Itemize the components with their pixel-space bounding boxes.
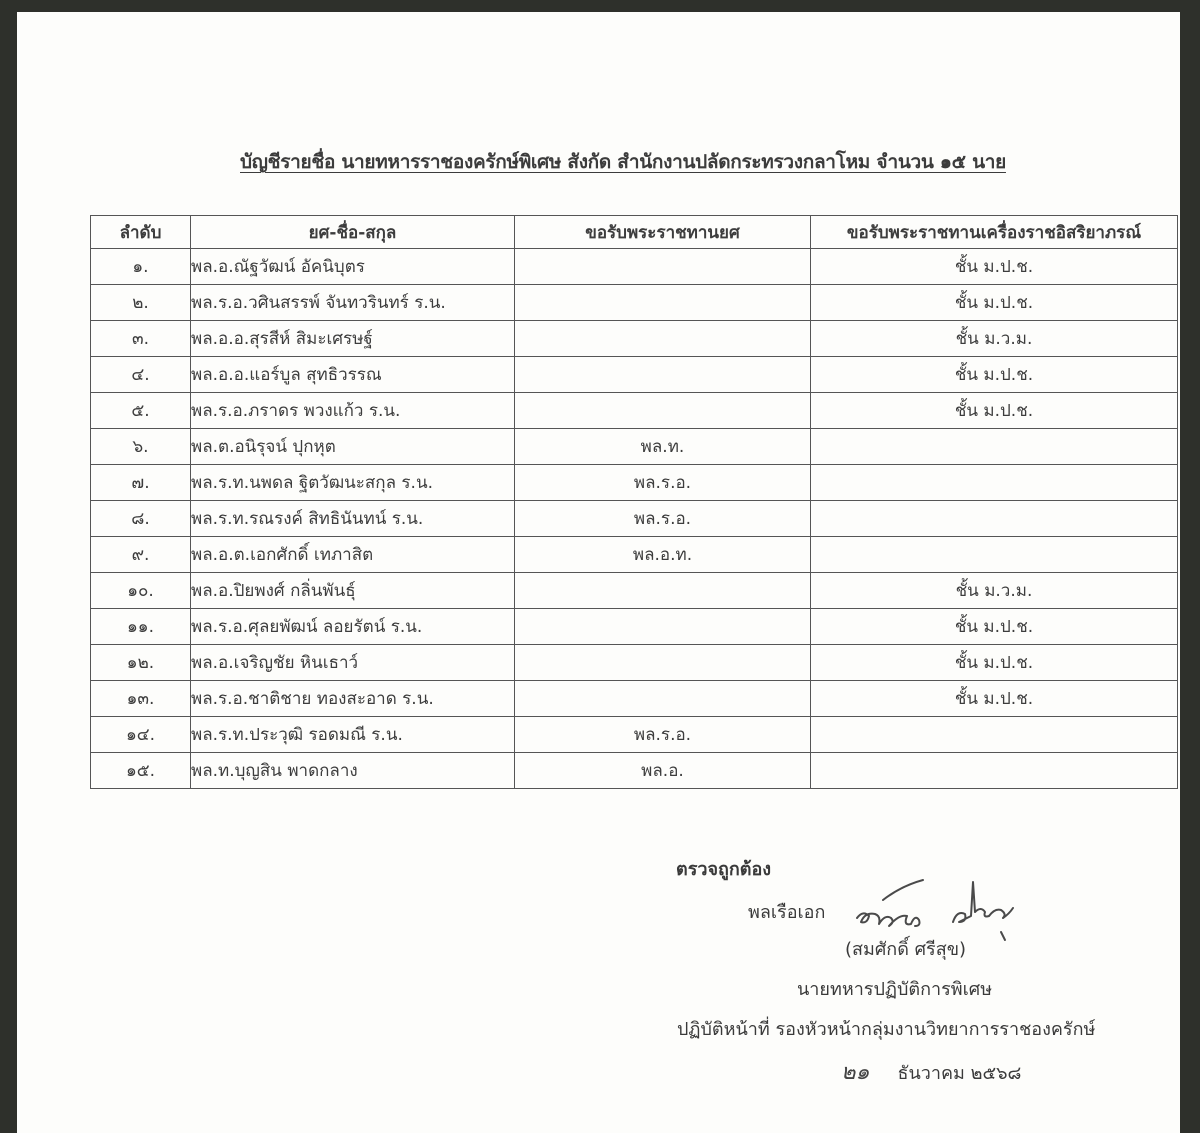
row-requested-decoration: ชั้น ม.ป.ช. [811, 609, 1178, 645]
table-row [91, 717, 1178, 753]
date-month-year: ธันวาคม ๒๕๖๘ [897, 1063, 1022, 1084]
row-requested-rank [515, 249, 811, 285]
row-requested-decoration [811, 429, 1178, 465]
table-row [91, 681, 1178, 717]
row-number: ๕. [91, 393, 191, 429]
row-requested-rank: พล.ร.อ. [515, 465, 811, 501]
table-row [91, 393, 1178, 429]
row-requested-decoration: ชั้น ม.ป.ช. [811, 645, 1178, 681]
roster-table [90, 215, 1178, 789]
table-row [91, 429, 1178, 465]
table-header-row [91, 216, 1178, 249]
row-requested-decoration: ชั้น ม.ป.ช. [811, 681, 1178, 717]
header-requested-decoration: ขอรับพระราชทานเครื่องราชอิสริยาภรณ์ [811, 216, 1178, 249]
table-row [91, 573, 1178, 609]
row-requested-decoration: ชั้น ม.ว.ม. [811, 573, 1178, 609]
row-requested-rank [515, 573, 811, 609]
row-name: พล.อ.เจริญชัย หินเธาว์ [191, 645, 515, 681]
signer-position: นายทหารปฏิบัติการพิเศษ [797, 979, 993, 1000]
row-name: พล.อ.ปิยพงศ์ กลิ่นพันธุ์ [191, 573, 515, 609]
row-name: พล.ร.อ.วศินสรรพ์ จันทวรินทร์ ร.น. [191, 285, 515, 321]
row-requested-decoration [811, 465, 1178, 501]
header-requested-rank: ขอรับพระราชทานยศ [515, 216, 811, 249]
row-requested-decoration: ชั้น ม.ป.ช. [811, 285, 1178, 321]
row-number: ๑๔. [91, 717, 191, 753]
row-number: ๑๐. [91, 573, 191, 609]
row-number: ๒. [91, 285, 191, 321]
row-number: ๓. [91, 321, 191, 357]
row-number: ๗. [91, 465, 191, 501]
signer-rank: พลเรือเอก [748, 902, 826, 923]
row-number: ๘. [91, 501, 191, 537]
row-number: ๑๑. [91, 609, 191, 645]
row-requested-rank [515, 645, 811, 681]
table-row [91, 357, 1178, 393]
table-row [91, 537, 1178, 573]
signer-acting-position: ปฏิบัติหน้าที่ รองหัวหน้ากลุ่มงานวิทยาการราชองครักษ์ [677, 1019, 1096, 1040]
row-requested-decoration [811, 501, 1178, 537]
row-name: พล.อ.ณัฐวัฒน์ อัคนิบุตร [191, 249, 515, 285]
row-requested-decoration: ชั้น ม.ป.ช. [811, 249, 1178, 285]
row-requested-rank [515, 393, 811, 429]
verify-label: ตรวจถูกต้อง [676, 859, 772, 880]
table-row [91, 285, 1178, 321]
row-number: ๑๕. [91, 753, 191, 789]
row-requested-rank: พล.ร.อ. [515, 717, 811, 753]
row-requested-rank: พล.ร.อ. [515, 501, 811, 537]
row-name: พล.ร.อ.ชาติชาย ทองสะอาด ร.น. [191, 681, 515, 717]
row-name: พล.ร.อ.ศุลยพัฒน์ ลอยรัตน์ ร.น. [191, 609, 515, 645]
row-requested-rank: พล.อ.ท. [515, 537, 811, 573]
table-row [91, 609, 1178, 645]
row-requested-rank [515, 609, 811, 645]
row-name: พล.ร.ท.ประวุฒิ รอดมณี ร.น. [191, 717, 515, 753]
row-requested-rank: พล.อ. [515, 753, 811, 789]
printed-name: (สมศักดิ์ ศรีสุข) [845, 939, 967, 960]
header-rank-name: ยศ-ชื่อ-สกุล [191, 216, 515, 249]
row-requested-rank [515, 357, 811, 393]
row-name: พล.อ.ต.เอกศักดิ์ เทภาสิต [191, 537, 515, 573]
roster-body [91, 249, 1178, 789]
handwritten-day: ๒๑ [841, 1060, 870, 1085]
table-row [91, 501, 1178, 537]
header-order: ลำดับ [91, 216, 191, 249]
document-page [17, 12, 1180, 1133]
table-row [91, 321, 1178, 357]
row-requested-rank [515, 321, 811, 357]
row-number: ๙. [91, 537, 191, 573]
row-number: ๑๓. [91, 681, 191, 717]
row-requested-decoration [811, 717, 1178, 753]
row-requested-rank [515, 681, 811, 717]
row-number: ๑. [91, 249, 191, 285]
table-row [91, 249, 1178, 285]
row-requested-rank: พล.ท. [515, 429, 811, 465]
row-name: พล.ร.ท.นพดล ฐิตวัฒนะสกุล ร.น. [191, 465, 515, 501]
table-row [91, 645, 1178, 681]
table-row [91, 465, 1178, 501]
document-title: บัญชีรายชื่อ นายทหารราชองครักษ์พิเศษ สังกัด สำนักงานปลัดกระทรวงกลาโหม จำนวน ๑๕ นาย [240, 151, 1006, 173]
row-requested-rank [515, 285, 811, 321]
row-requested-decoration: ชั้น ม.ว.ม. [811, 321, 1178, 357]
row-name: พล.อ.อ.สุรสีห์ สิมะเศรษฐ์ [191, 321, 515, 357]
table-row [91, 753, 1178, 789]
row-name: พล.ร.ท.รณรงค์ สิทธินันทน์ ร.น. [191, 501, 515, 537]
row-requested-decoration [811, 753, 1178, 789]
row-name: พล.อ.อ.แอร์บูล สุทธิวรรณ [191, 357, 515, 393]
date-line [841, 1054, 1021, 1089]
row-name: พล.ร.อ.ภราดร พวงแก้ว ร.น. [191, 393, 515, 429]
row-name: พล.ต.อนิรุจน์ ปุกหุต [191, 429, 515, 465]
row-name: พล.ท.บุญสิน พาดกลาง [191, 753, 515, 789]
row-number: ๔. [91, 357, 191, 393]
row-number: ๖. [91, 429, 191, 465]
row-number: ๑๒. [91, 645, 191, 681]
row-requested-decoration: ชั้น ม.ป.ช. [811, 357, 1178, 393]
row-requested-decoration: ชั้น ม.ป.ช. [811, 393, 1178, 429]
row-requested-decoration [811, 537, 1178, 573]
